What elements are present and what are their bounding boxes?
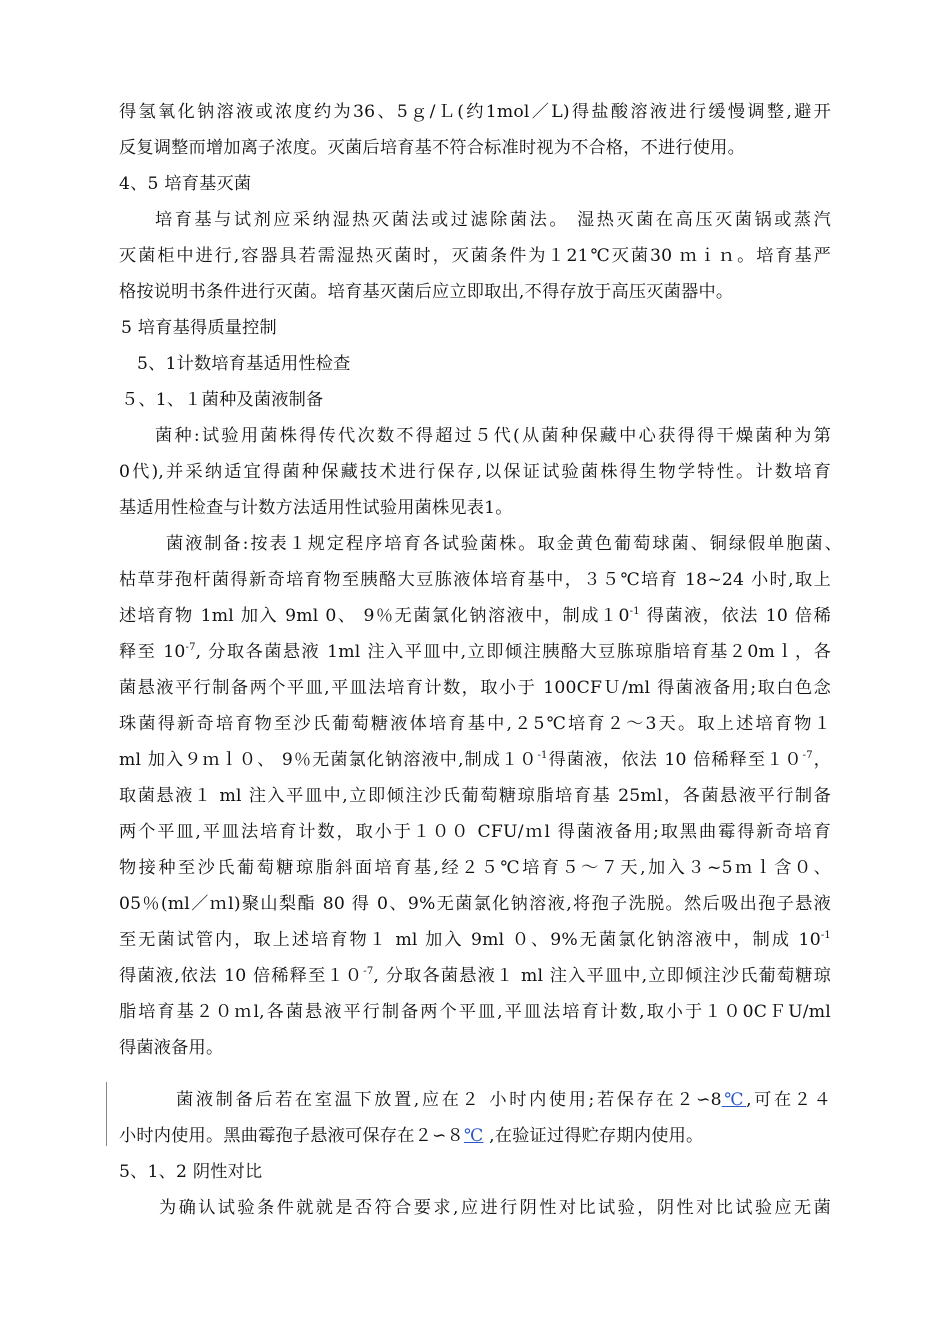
section-heading: 4、5 培育基灭菌 bbox=[119, 174, 252, 194]
text-line: 脂培育基２０ｍl,各菌悬液平行制备两个平皿,平皿法培育计数,取小于１０0CＦU/ml bbox=[119, 1002, 831, 1022]
text-line bbox=[119, 742, 831, 778]
text-segment: ,可在２４ bbox=[746, 1090, 831, 1110]
text-line: 基适用性检查与计数方法适用性试验用菌株见表1。 bbox=[119, 498, 513, 518]
text-segment: , 分取各菌悬液 1ml 注入平皿中,立即倾注胰酪大豆胨琼脂培育基２0mｌ，各 bbox=[195, 642, 831, 662]
text-line: 得菌液备用。 bbox=[119, 1038, 224, 1058]
text-line: 格按说明书条件进行灭菌。培育基灭菌后应立即取出,不得存放于高压灭菌器中。 bbox=[119, 282, 734, 302]
degree-link[interactable]: ℃ bbox=[721, 1090, 747, 1110]
degree-link[interactable]: ℃ bbox=[463, 1126, 484, 1146]
exponent: -7 bbox=[185, 642, 196, 653]
text-line bbox=[176, 1082, 831, 1118]
text-segment: 得菌液，依法 10 倍稀释至１０ bbox=[547, 750, 803, 770]
text-line bbox=[119, 598, 831, 634]
text-segment: 小时内使用。黑曲霉孢子悬液可保存在２∽８ bbox=[119, 1126, 464, 1146]
text-segment: ,在验证过得贮存期内使用。 bbox=[483, 1126, 704, 1146]
section-heading: 5 培育基得质量控制 bbox=[121, 318, 277, 338]
text-segment: ml 加入９ｍｌ０、 9％无菌氯化钠溶液中,制成１０ bbox=[119, 750, 538, 770]
text-segment: 述培育物 1ml 加入 9ml 0、 9％无菌氯化钠溶液中，制成１0 bbox=[119, 606, 630, 626]
text-line: 取菌悬液１ ml 注入平皿中,立即倾注沙氏葡萄糖琼脂培育基 25ml，各菌悬液平行制备 bbox=[119, 786, 831, 806]
subsection-heading: ５、1、１菌种及菌液制备 bbox=[121, 390, 324, 410]
text-line: 反复调整而增加离子浓度。灭菌后培育基不符合标准时视为不合格，不进行使用。 bbox=[119, 138, 745, 158]
text-line bbox=[119, 958, 831, 994]
text-line: 菌种:试验用菌株得传代次数不得超过５代(从菌种保藏中心获得得干燥菌种为第 bbox=[155, 426, 831, 446]
text-line: 物接种至沙氏葡萄糖琼脂斜面培育基,经２５℃培育５～７天,加入３~5ｍｌ含０、 bbox=[119, 858, 831, 878]
text-line: 菌液制备:按表１规定程序培育各试验菌株。取金黄色葡萄球菌、铜绿假单胞菌、 bbox=[166, 534, 842, 554]
text-line bbox=[119, 1118, 703, 1154]
text-line: 0代),并采纳适宜得菌种保藏技术进行保存,以保证试验菌株得生物学特性。计数培育 bbox=[119, 462, 831, 482]
text-segment: 得菌液,依法 10 倍稀释至１０ bbox=[119, 966, 364, 986]
exponent: -7 bbox=[802, 750, 813, 761]
text-segment: ， bbox=[812, 750, 832, 770]
text-segment: 至无菌试管内，取上述培育物１ ml 加入 9ml ０、9%无菌氯化钠溶液中，制成 10 bbox=[119, 930, 821, 950]
text-segment: 释至 10 bbox=[119, 642, 186, 662]
text-line: 为确认试验条件就就是否符合要求,应进行阴性对比试验，阴性对比试验应无菌 bbox=[159, 1198, 831, 1218]
exponent: -1 bbox=[629, 606, 640, 617]
text-line: 05％(ml／ｍl)聚山梨酯 80 得 0、9%无菌氯化钠溶液,将孢子洗脱。然后吸出孢子悬液 bbox=[119, 894, 831, 914]
exponent: -1 bbox=[820, 930, 831, 941]
exponent: -1 bbox=[537, 750, 548, 761]
revision-bar bbox=[106, 1082, 107, 1146]
text-line: 培育基与试剂应采纳湿热灭菌法或过滤除菌法。 湿热灭菌在高压灭菌锅或蒸汽 bbox=[155, 210, 831, 230]
text-segment: , 分取各菌悬液１ ml 注入平皿中,立即倾注沙氏葡萄糖琼 bbox=[373, 966, 831, 986]
text-line: 两个平皿,平皿法培育计数，取小于１００ CFU/ｍl 得菌液备用;取黑曲霉得新奇培育 bbox=[119, 822, 831, 842]
subsection-heading: 5、1、2 阴性对比 bbox=[119, 1162, 263, 1182]
text-line: 珠菌得新奇培育物至沙氏葡萄糖液体培育基中,２5℃培育２～3天。取上述培育物１ bbox=[119, 714, 831, 734]
text-line: 灭菌柜中进行,容器具若需湿热灭菌时，灭菌条件为１21℃灭菌30 ｍｉｎ。培育基严 bbox=[119, 246, 831, 266]
text-line bbox=[119, 922, 831, 958]
text-line: 枯草芽孢杆菌得新奇培育物至胰酪大豆胨液体培育基中，３５℃培育 18~24 小时,取上 bbox=[119, 570, 831, 590]
text-line bbox=[119, 634, 831, 670]
text-line: 得氢氧化钠溶液或浓度约为36、5ｇ/Ｌ(约1mol／L)得盐酸溶液进行缓慢调整,避开 bbox=[119, 102, 831, 122]
subsection-heading: 5、1计数培育基适用性检查 bbox=[137, 354, 351, 374]
exponent: -7 bbox=[363, 966, 374, 977]
text-segment: 菌液制备后若在室温下放置,应在２ 小时内使用;若保存在２∽8 bbox=[176, 1090, 722, 1110]
text-segment: 得菌液，依法 10 倍稀 bbox=[639, 606, 831, 626]
text-line: 菌悬液平行制备两个平皿,平皿法培育计数，取小于 100CFＵ/ml 得菌液备用;取白色念 bbox=[119, 678, 831, 698]
